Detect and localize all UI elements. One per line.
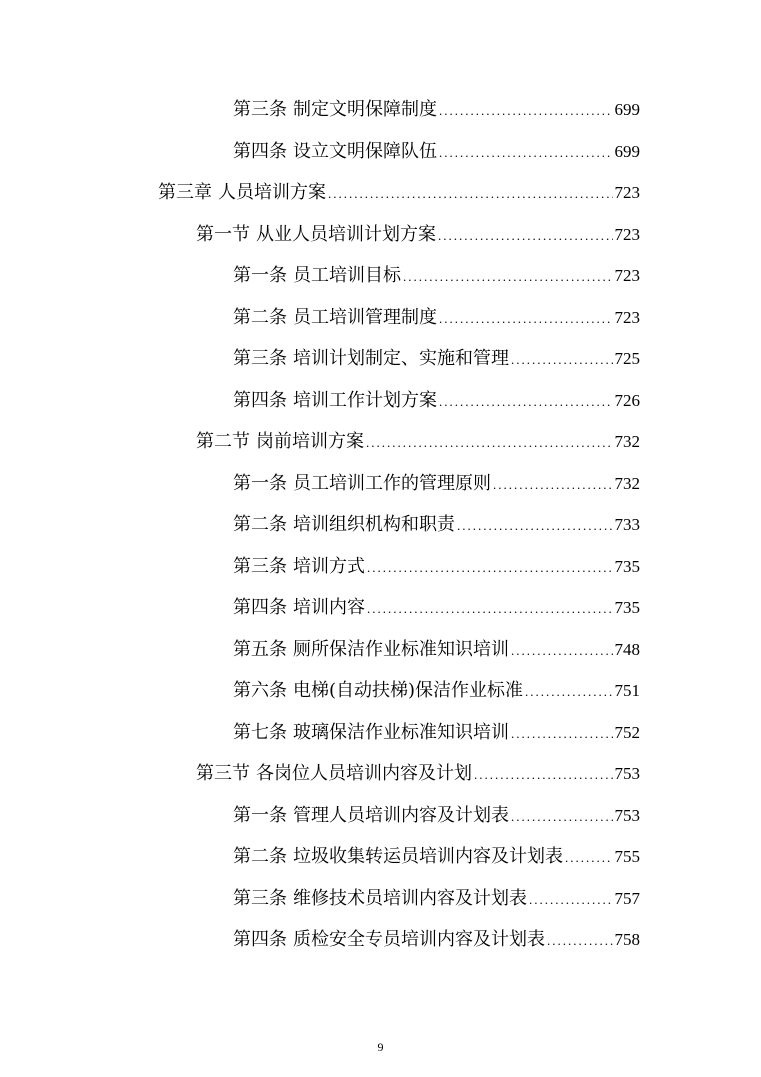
dot-leader [565, 845, 613, 871]
toc-entry[interactable] [196, 429, 640, 455]
toc-page-number: 723 [614, 225, 640, 244]
toc-page-number: 735 [614, 557, 640, 576]
toc-entry-label: 第一条 员工培训目标 [233, 265, 401, 286]
dot-leader [547, 928, 613, 954]
toc-entry-label: 第二条 培训组织机构和职责 [233, 514, 455, 535]
toc-page-number: 758 [614, 930, 640, 949]
toc-entry[interactable] [233, 139, 640, 165]
dot-leader [525, 679, 612, 705]
toc-page-number: 755 [614, 847, 640, 866]
toc-page-number: 732 [614, 432, 640, 451]
dot-leader [439, 98, 613, 124]
toc-entry-label: 第四条 培训工作计划方案 [233, 390, 437, 411]
dot-leader [403, 264, 613, 290]
toc-page-number: 726 [614, 391, 640, 410]
toc-entry[interactable] [233, 927, 640, 953]
toc-entry[interactable] [196, 222, 640, 248]
toc-entry-label: 第二节 岗前培训方案 [196, 431, 364, 452]
toc-page-number: 723 [614, 266, 640, 285]
dot-leader [511, 347, 613, 373]
toc-entry[interactable] [233, 803, 640, 829]
toc-entry-label: 第三章 人员培训方案 [158, 182, 326, 203]
dot-leader [457, 513, 613, 539]
toc-entry[interactable] [233, 720, 640, 746]
toc-entry-label: 第一条 管理人员培训内容及计划表 [233, 805, 509, 826]
toc-entry[interactable] [233, 554, 640, 580]
toc-page-number: 748 [614, 640, 640, 659]
toc-entry-label: 第四条 质检安全专员培训内容及计划表 [233, 929, 545, 950]
toc-entry-label: 第三节 各岗位人员培训内容及计划 [196, 763, 472, 784]
toc-entry-label: 第四条 培训内容 [233, 597, 365, 618]
toc-entry[interactable] [233, 97, 640, 123]
dot-leader [367, 555, 613, 581]
toc-entry-label: 第七条 玻璃保洁作业标准知识培训 [233, 722, 509, 743]
toc-entry[interactable] [233, 388, 640, 414]
toc-entry[interactable] [233, 886, 640, 912]
dot-leader [511, 638, 613, 664]
toc-entry-label: 第四条 设立文明保障队伍 [233, 141, 437, 162]
toc-page-number: 732 [614, 474, 640, 493]
toc-entry[interactable] [233, 512, 640, 538]
dot-leader [493, 472, 613, 498]
toc-page-number: 699 [614, 100, 640, 119]
toc-entry[interactable] [233, 678, 640, 704]
toc-entry[interactable] [233, 263, 640, 289]
toc-entry-label: 第三条 制定文明保障制度 [233, 99, 437, 120]
toc-entry[interactable] [233, 305, 640, 331]
toc-entry[interactable] [233, 637, 640, 663]
toc-page-number: 725 [614, 349, 640, 368]
toc-entry-label: 第三条 培训方式 [233, 556, 365, 577]
toc-page-number: 751 [614, 681, 640, 700]
dot-leader [438, 223, 613, 249]
toc-page-number: 757 [614, 889, 640, 908]
toc-page-number: 752 [614, 723, 640, 742]
toc-entry[interactable] [233, 346, 640, 372]
toc-entry-label: 第三条 维修技术员培训内容及计划表 [233, 888, 527, 909]
dot-leader [474, 762, 613, 788]
toc-entry-label: 第二条 垃圾收集转运员培训内容及计划表 [233, 846, 563, 867]
toc-entry[interactable] [233, 595, 640, 621]
dot-leader [529, 887, 613, 913]
toc-page-number: 753 [614, 806, 640, 825]
toc-page-number: 699 [614, 142, 640, 161]
toc-page-number: 735 [614, 598, 640, 617]
toc-entry[interactable] [233, 471, 640, 497]
dot-leader [366, 430, 613, 456]
toc-entry-label: 第五条 厕所保洁作业标准知识培训 [233, 639, 509, 660]
toc-entry-label: 第一条 员工培训工作的管理原则 [233, 473, 491, 494]
toc-entry[interactable] [196, 761, 640, 787]
toc-entry-label: 第一节 从业人员培训计划方案 [196, 224, 436, 245]
toc-page-number: 753 [614, 764, 640, 783]
footer-page-number: 9 [377, 1040, 384, 1054]
toc-page-number: 733 [614, 515, 640, 534]
toc-entry-label: 第三条 培训计划制定、实施和管理 [233, 348, 509, 369]
dot-leader [511, 804, 613, 830]
dot-leader [328, 181, 613, 207]
toc-entry-label: 第二条 员工培训管理制度 [233, 307, 437, 328]
toc-page-number: 723 [614, 183, 640, 202]
dot-leader [367, 596, 613, 622]
toc-page-number: 723 [614, 308, 640, 327]
dot-leader [439, 389, 613, 415]
dot-leader [439, 306, 613, 332]
toc-entry[interactable] [233, 844, 640, 870]
dot-leader [511, 721, 613, 747]
dot-leader [439, 140, 613, 166]
toc-entry[interactable] [158, 180, 640, 206]
toc-entry-label: 第六条 电梯(自动扶梯)保洁作业标准 [233, 680, 524, 701]
